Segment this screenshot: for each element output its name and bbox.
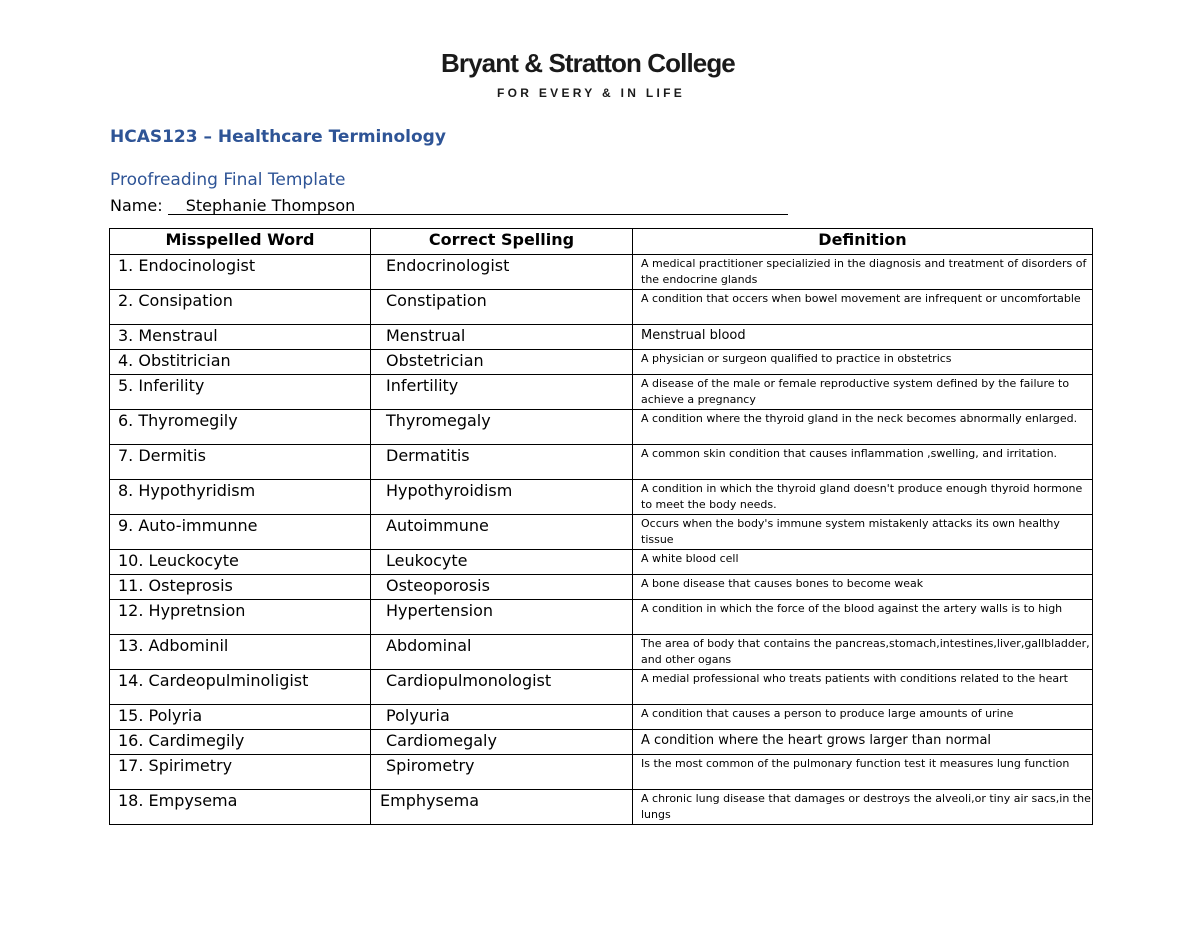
table-row	[110, 600, 1093, 635]
definition: A medical practitioner specializied in the diagnosis and treatment of disorders of the endocrine glands	[633, 255, 1093, 290]
definition: A condition where the heart grows larger than normal	[633, 730, 1093, 755]
misspelled-word: 7. Dermitis	[110, 445, 371, 480]
header-definition: Definition	[633, 229, 1093, 255]
correct-spelling: Obstetrician	[371, 350, 633, 375]
table-row	[110, 635, 1093, 670]
header-correct-spelling: Correct Spelling	[371, 229, 633, 255]
correct-spelling: Osteoporosis	[371, 575, 633, 600]
course-title: HCAS123 – Healthcare Terminology	[110, 127, 446, 147]
correct-spelling: Spirometry	[371, 755, 633, 790]
definition: A condition in which the force of the blood against the artery walls is to high	[633, 600, 1093, 635]
correct-spelling: Menstrual	[371, 325, 633, 350]
misspelled-word: 12. Hypretnsion	[110, 600, 371, 635]
correct-spelling: Thyromegaly	[371, 410, 633, 445]
correct-spelling: Dermatitis	[371, 445, 633, 480]
misspelled-word: 11. Osteprosis	[110, 575, 371, 600]
definition: A chronic lung disease that damages or destroys the alveoli,or tiny air sacs,in the lungs	[633, 790, 1093, 825]
definition: A bone disease that causes bones to become weak	[633, 575, 1093, 600]
correct-spelling: Cardiomegaly	[371, 730, 633, 755]
correct-spelling: Endocrinologist	[371, 255, 633, 290]
terminology-table	[109, 228, 1093, 825]
table-row	[110, 410, 1093, 445]
table-row	[110, 480, 1093, 515]
misspelled-word: 3. Menstraul	[110, 325, 371, 350]
misspelled-word: 16. Cardimegily	[110, 730, 371, 755]
correct-spelling: Constipation	[371, 290, 633, 325]
name-field	[168, 198, 788, 215]
definition: Occurs when the body's immune system mistakenly attacks its own healthy tissue	[633, 515, 1093, 550]
correct-spelling: Leukocyte	[371, 550, 633, 575]
misspelled-word: 2. Consipation	[110, 290, 371, 325]
college-name: Bryant & Stratton College	[441, 48, 735, 78]
definition: A common skin condition that causes inflammation ,swelling, and irritation.	[633, 445, 1093, 480]
definition: The area of body that contains the pancreas,stomach,intestines,liver,gallbladder, and other ogans	[633, 635, 1093, 670]
table-header-row	[110, 229, 1093, 255]
table-row	[110, 375, 1093, 410]
definition: Menstrual blood	[633, 325, 1093, 350]
name-line	[110, 196, 788, 215]
definition: A condition that occers when bowel movement are infrequent or uncomfortable	[633, 290, 1093, 325]
misspelled-word: 13. Adbominil	[110, 635, 371, 670]
definition: A condition in which the thyroid gland doesn't produce enough thyroid hormone to meet the body needs.	[633, 480, 1093, 515]
correct-spelling: Polyuria	[371, 705, 633, 730]
table-row	[110, 705, 1093, 730]
definition: A condition that causes a person to produce large amounts of urine	[633, 705, 1093, 730]
table-row	[110, 730, 1093, 755]
correct-spelling: Emphysema	[371, 790, 633, 825]
table-row	[110, 255, 1093, 290]
correct-spelling: Hypothyroidism	[371, 480, 633, 515]
misspelled-word: 8. Hypothyridism	[110, 480, 371, 515]
table-row	[110, 550, 1093, 575]
correct-spelling: Infertility	[371, 375, 633, 410]
misspelled-word: 9. Auto-immunne	[110, 515, 371, 550]
table-row	[110, 575, 1093, 600]
table-row	[110, 350, 1093, 375]
misspelled-word: 15. Polyria	[110, 705, 371, 730]
definition: A physician or surgeon qualified to practice in obstetrics	[633, 350, 1093, 375]
misspelled-word: 18. Empysema	[110, 790, 371, 825]
template-title: Proofreading Final Template	[110, 170, 346, 190]
table-row	[110, 755, 1093, 790]
table-row	[110, 670, 1093, 705]
misspelled-word: 14. Cardeopulminoligist	[110, 670, 371, 705]
misspelled-word: 17. Spirimetry	[110, 755, 371, 790]
table-row	[110, 515, 1093, 550]
header-misspelled-word: Misspelled Word	[110, 229, 371, 255]
definition: Is the most common of the pulmonary function test it measures lung function	[633, 755, 1093, 790]
misspelled-word: 5. Inferility	[110, 375, 371, 410]
correct-spelling: Abdominal	[371, 635, 633, 670]
misspelled-word: 10. Leuckocyte	[110, 550, 371, 575]
definition: A medial professional who treats patients with conditions related to the heart	[633, 670, 1093, 705]
misspelled-word: 6. Thyromegily	[110, 410, 371, 445]
definition: A condition where the thyroid gland in the neck becomes abnormally enlarged.	[633, 410, 1093, 445]
name-label: Name:	[110, 196, 163, 215]
table-row	[110, 325, 1093, 350]
correct-spelling: Autoimmune	[371, 515, 633, 550]
table-row	[110, 445, 1093, 480]
table-row	[110, 790, 1093, 825]
correct-spelling: Cardiopulmonologist	[371, 670, 633, 705]
name-value: Stephanie Thompson	[185, 196, 356, 215]
correct-spelling: Hypertension	[371, 600, 633, 635]
definition: A white blood cell	[633, 550, 1093, 575]
misspelled-word: 4. Obstitrician	[110, 350, 371, 375]
misspelled-word: 1. Endocinologist	[110, 255, 371, 290]
table-row	[110, 290, 1093, 325]
definition: A disease of the male or female reproductive system defined by the failure to achieve a pregnancy	[633, 375, 1093, 410]
college-tagline: FOR EVERY & IN LIFE	[497, 86, 686, 100]
